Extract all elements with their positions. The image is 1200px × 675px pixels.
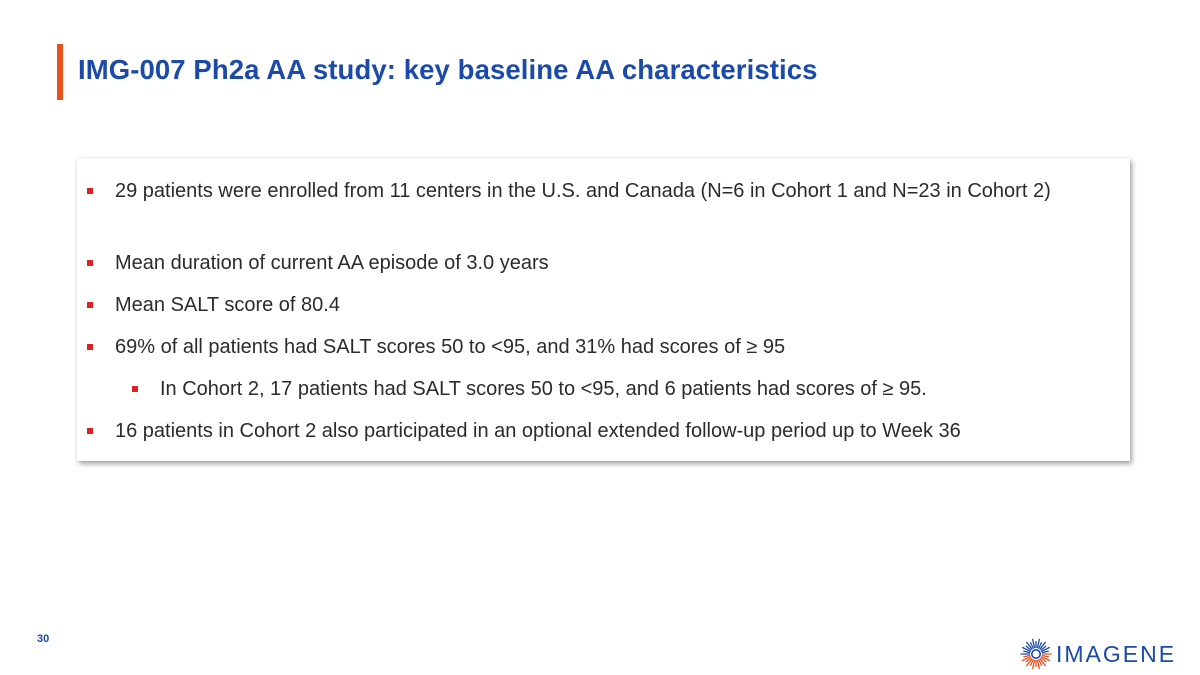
bullet-square-icon bbox=[87, 302, 93, 308]
company-logo bbox=[1020, 636, 1176, 672]
page-number: 30 bbox=[37, 633, 50, 645]
bullet-square-icon bbox=[87, 428, 93, 434]
logo-ray bbox=[1024, 655, 1030, 656]
bullet-square-icon bbox=[132, 386, 138, 392]
sub-bullet-item bbox=[160, 376, 1100, 402]
logo-ray bbox=[1024, 651, 1030, 652]
content-box bbox=[77, 158, 1130, 461]
page-title: IMG-007 Ph2a AA study: key baseline AA characteristics bbox=[78, 54, 818, 85]
bullet-item bbox=[115, 334, 1095, 360]
bullet-text: Mean duration of current AA episode of 3.0 years bbox=[115, 252, 549, 274]
bullet-item bbox=[115, 418, 1095, 444]
title-accent-bar bbox=[57, 44, 63, 100]
bullet-text: In Cohort 2, 17 patients had SALT scores 50 to <95, and 6 patients had scores of ≥ 95. bbox=[160, 378, 927, 400]
bullet-item bbox=[115, 250, 1095, 276]
bullet-square-icon bbox=[87, 188, 93, 194]
logo-ray bbox=[1042, 655, 1048, 656]
sunburst-logo-icon bbox=[1020, 638, 1052, 670]
bullet-item bbox=[115, 178, 1095, 204]
bullet-square-icon bbox=[87, 260, 93, 266]
bullet-text: 29 patients were enrolled from 11 centers in the U.S. and Canada (N=6 in Cohort 1 and N=23 in Cohort 2) bbox=[115, 180, 1051, 202]
logo-text: IMAGENE bbox=[1056, 640, 1177, 667]
bullet-square-icon bbox=[87, 344, 93, 350]
bullet-text: 69% of all patients had SALT scores 50 to <95, and 31% had scores of ≥ 95 bbox=[115, 336, 786, 358]
bullet-item bbox=[115, 292, 1095, 318]
bullet-text: 16 patients in Cohort 2 also participated in an optional extended follow-up period up to Week 36 bbox=[115, 420, 961, 442]
bullet-text: Mean SALT score of 80.4 bbox=[115, 294, 340, 316]
logo-ray bbox=[1042, 651, 1048, 652]
